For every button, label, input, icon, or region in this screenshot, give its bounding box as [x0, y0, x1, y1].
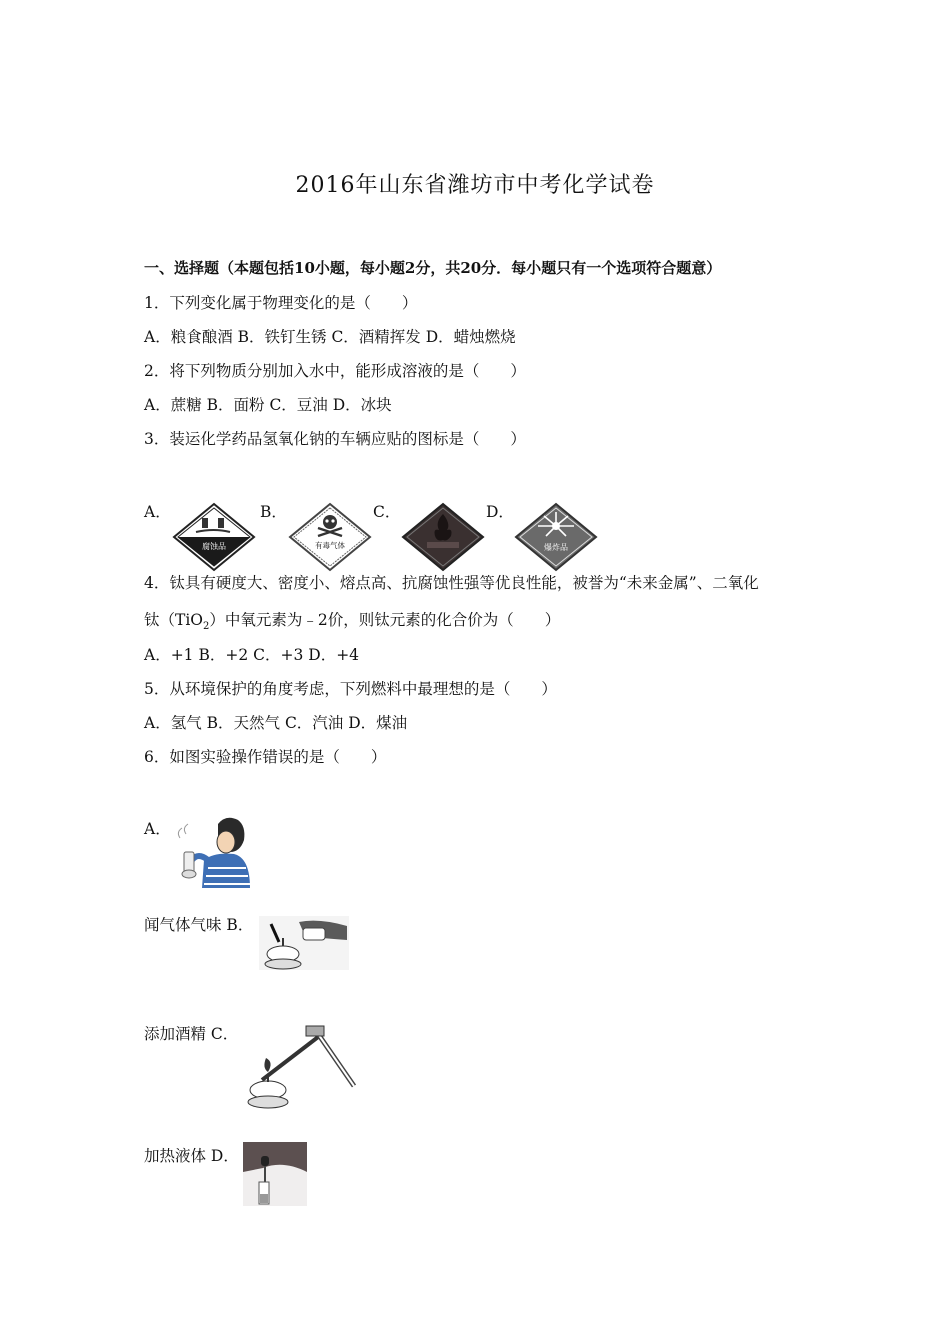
- explosive-sign-icon: [514, 502, 598, 572]
- question-2-stem: 2．将下列物质分别加入水中，能形成溶液的是（ ）: [144, 362, 526, 380]
- toxic-gas-sign-icon: [288, 502, 372, 572]
- q4-text-b: ）中氧元素为﹣2价，则钛元素的化合价为（ ）: [209, 611, 561, 629]
- question-4-line-1: 4．钛具有硬度大、密度小、熔点高、抗腐蚀性强等优良性能，被誉为“未来金属”、二氧化: [144, 574, 759, 592]
- question-2-options: A．蔗糖 B．面粉 C．豆油 D．冰块: [144, 396, 392, 414]
- option-a-label: A．: [144, 503, 171, 521]
- question-1-options: A．粮食酿酒 B．铁钉生锈 C．酒精挥发 D．蜡烛燃烧: [144, 328, 516, 346]
- section-heading: 一、选择题（本题包括10小题，每小题2分，共20分．每小题只有一个选项符合题意）: [144, 259, 722, 277]
- flammable-sign-icon: [401, 502, 485, 572]
- question-4-options: A．+1 B．+2 C．+3 D．+4: [144, 646, 360, 664]
- option-c-label: C．: [373, 503, 401, 521]
- question-3-stem: 3．装运化学药品氢氧化钠的车辆应贴的图标是（ ）: [144, 430, 526, 448]
- q4-text-a: 钛（TiO: [144, 611, 204, 629]
- question-5-stem: 5．从环境保护的角度考虑，下列燃料中最理想的是（ ）: [144, 680, 557, 698]
- sign-d-text: 爆炸品: [544, 543, 568, 552]
- q6-option-c-label: 添加酒精 C．: [144, 1025, 239, 1043]
- question-6-stem: 6．如图实验操作错误的是（ ）: [144, 748, 387, 766]
- q6-option-d-label: 加热液体 D．: [144, 1147, 239, 1165]
- sign-a-text: 腐蚀品: [202, 542, 226, 551]
- q6-option-b-label: 闻气体气味 B．: [144, 916, 254, 934]
- question-5-options: A．氢气 B．天然气 C．汽油 D．煤油: [144, 714, 408, 732]
- page-title: 2016年山东省潍坊市中考化学试卷: [295, 173, 655, 198]
- q6-option-a-label: A．: [144, 820, 171, 838]
- sign-b-text: 有毒气体: [315, 541, 345, 550]
- dropper-illustration: [243, 1142, 307, 1206]
- question-1-stem: 1．下列变化属于物理变化的是（ ）: [144, 294, 418, 312]
- question-4-line-2: [144, 608, 560, 632]
- smelling-gas-illustration: [174, 812, 254, 888]
- adding-alcohol-illustration: [259, 916, 349, 970]
- option-b-label: B．: [260, 503, 287, 521]
- corrosive-sign-icon: [172, 502, 256, 572]
- heating-liquid-illustration: [240, 1022, 358, 1112]
- q4-subscript: 2: [203, 621, 210, 633]
- option-d-label: D．: [486, 503, 514, 521]
